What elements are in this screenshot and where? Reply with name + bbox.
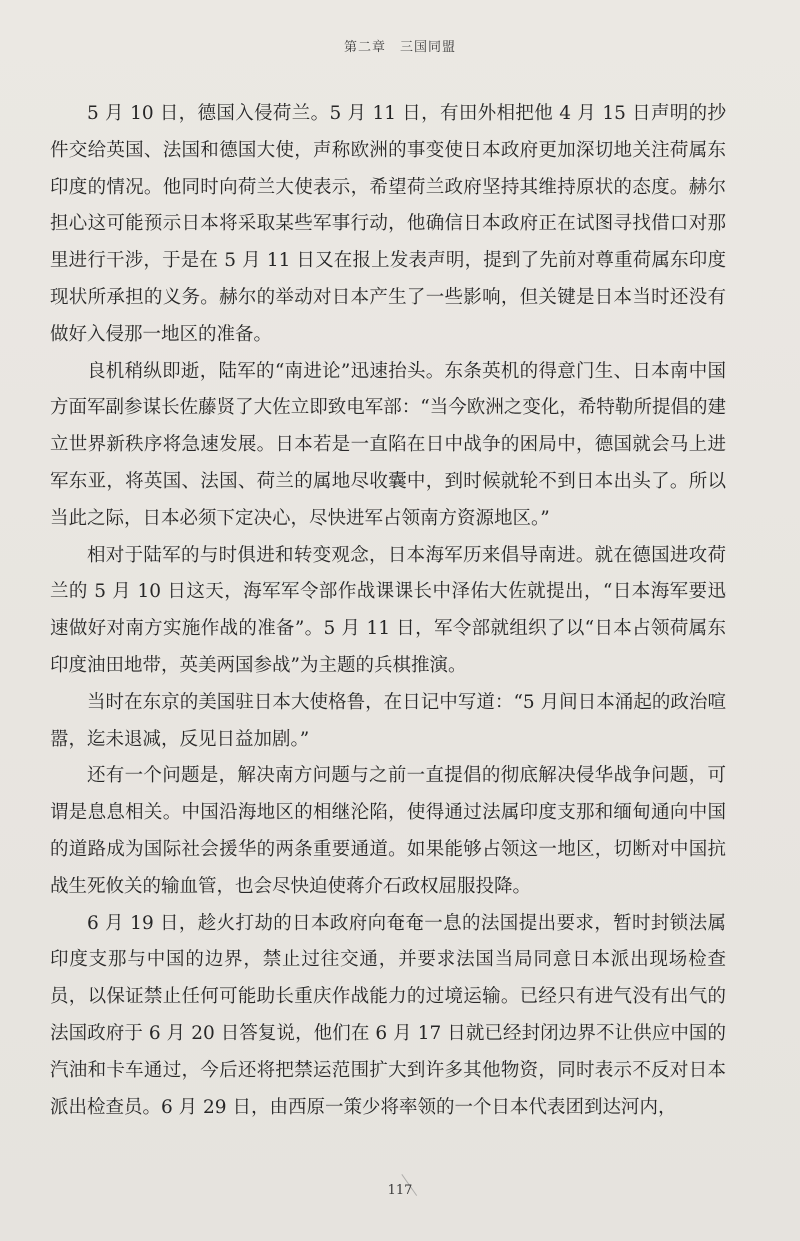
body-text bbox=[50, 96, 726, 1126]
paragraph: 良机稍纵即逝，陆军的“南进论”迅速抬头。东条英机的得意门生、日本南中国方面军副参谋长佐藤贤了大佐立即致电军部：“当今欧洲之变化，希特勒所提倡的建立世界新秩序将急速发展。日本若是一直陷在日中战争的困局中，德国就会马上进军东亚，将英国、法国、荷兰的属地尽收囊中，到时候就轮不到日本出头了。所以当此之际，日本必须下定决心，尽快进军占领南方资源地区。” bbox=[50, 360, 726, 529]
paragraph: 还有一个问题是，解决南方问题与之前一直提倡的彻底解决侵华战争问题，可谓是息息相关。中国沿海地区的相继沦陷，使得通过法属印度支那和缅甸通向中国的道路成为国际社会援华的两条重要通道。如果能够占领这一地区，切断对中国抗战生死攸关的输血管，也会尽快迫使蒋介石政权屈服投降。 bbox=[50, 765, 726, 897]
paragraph: 6 月 19 日，趁火打劫的日本政府向奄奄一息的法国提出要求，暂时封锁法属印度支那与中国的边界，禁止过往交通，并要求法国当局同意日本派出现场检查员，以保证禁止任何可能助长重庆作战能力的过境运输。已经只有进气没有出气的法国政府于 6 月 20 日答复说，他们在 6 月 17 日就已经封闭边界不让供应中国的汽油和卡车通过，今后还将把禁运范围扩大到许多其他物资，同时表示不反对日本派出检查员。6 月 29 日，由西原一策少将率领的一个日本代表团到达河内， bbox=[50, 912, 726, 1118]
paragraph: 相对于陆军的与时俱进和转变观念，日本海军历来倡导南进。就在德国进攻荷兰的 5 月 10 日这天，海军军令部作战课课长中泽佑大佐就提出，“日本海军要迅速做好对南方实施作战的准备”。5 月 11 日，军令部就组织了以“日本占领荷属东印度油田地带，英美两国参战”为主题的兵棋推演。 bbox=[50, 544, 726, 676]
page-number: 117 bbox=[387, 1183, 413, 1198]
paragraph: 当时在东京的美国驻日本大使格鲁，在日记中写道：“5 月间日本涌起的政治喧嚣，迄未退减，反见日益加剧。” bbox=[50, 691, 726, 750]
paragraph: 5 月 10 日，德国入侵荷兰。5 月 11 日，有田外相把他 4 月 15 日声明的抄件交给英国、法国和德国大使，声称欧洲的事变使日本政府更加深切地关注荷属东印度的情况。他同时向荷兰大使表示，希望荷兰政府坚持其维持原状的态度。赫尔担心这可能预示日本将采取某些军事行动，他确信日本政府正在试图寻找借口对那里进行干涉，于是在 5 月 11 日又在报上发表声明，提到了先前对尊重荷属东印度现状所承担的义务。赫尔的举动对日本产生了一些影响，但关键是日本当时还没有做好入侵那一地区的准备。 bbox=[50, 103, 726, 345]
running-head: 第二章 三国同盟 bbox=[343, 40, 456, 55]
